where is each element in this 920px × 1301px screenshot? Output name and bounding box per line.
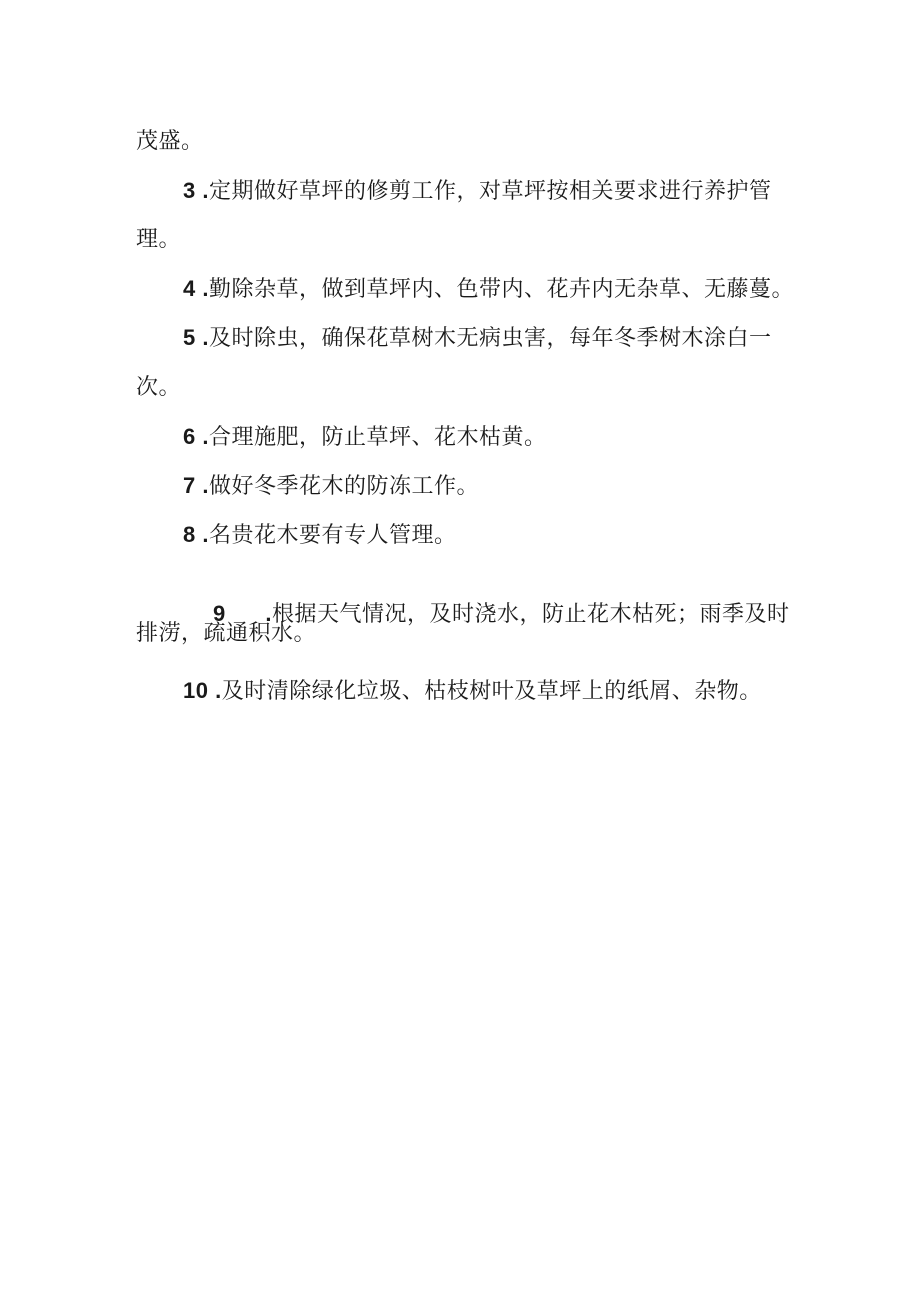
item-text: 根据天气情况，及时浇水，防止花木枯死；雨季及时 <box>272 602 790 627</box>
continuation-line <box>136 127 204 157</box>
item-number: 10 <box>183 678 209 703</box>
list-item-7 <box>183 471 479 502</box>
list-item-8 <box>183 520 457 551</box>
item-number: 6 <box>183 424 196 449</box>
continuation-line <box>136 619 316 649</box>
item-text: 及时除虫，确保花草树木无病虫害，每年冬季树木涂白一 <box>208 326 772 351</box>
item-number: 4 <box>183 276 196 301</box>
line-text: 次。 <box>136 375 182 400</box>
item-separator: . <box>225 601 273 626</box>
item-separator: . <box>195 473 209 498</box>
continuation-line <box>136 373 181 403</box>
item-separator: . <box>195 424 209 449</box>
item-number: 9 <box>212 601 226 626</box>
item-text: 定期做好草坪的修剪工作，对草坪按相关要求进行养护管 <box>208 179 772 204</box>
item-separator: . <box>195 325 209 350</box>
line-text: 茂盛。 <box>136 129 204 154</box>
item-number: 8 <box>183 522 196 547</box>
list-item-3 <box>183 176 772 207</box>
item-text: 及时清除绿化垃圾、枯枝树叶及草坪上的纸屑、杂物。 <box>221 679 762 704</box>
item-text: 合理施肥，防止草坪、花木枯黄。 <box>208 425 547 450</box>
list-item-4 <box>183 274 794 305</box>
line-text: 理。 <box>136 227 182 252</box>
item-separator: . <box>195 522 209 547</box>
item-text: 名贵花木要有专人管理。 <box>208 523 457 548</box>
item-number: 7 <box>183 473 196 498</box>
item-separator: . <box>195 178 209 203</box>
list-item-10 <box>183 676 762 707</box>
item-text: 勤除杂草，做到草坪内、色带内、花卉内无杂草、无藤蔓。 <box>208 277 794 302</box>
item-separator: . <box>195 276 209 301</box>
item-separator: . <box>208 678 222 703</box>
line-text: 排涝，疏通积水。 <box>136 621 317 646</box>
item-number: 3 <box>183 178 196 203</box>
item-text: 做好冬季花木的防冻工作。 <box>208 474 479 499</box>
continuation-line <box>136 225 181 255</box>
list-item-6 <box>183 422 547 453</box>
list-item-5 <box>183 323 772 354</box>
item-number: 5 <box>183 325 196 350</box>
